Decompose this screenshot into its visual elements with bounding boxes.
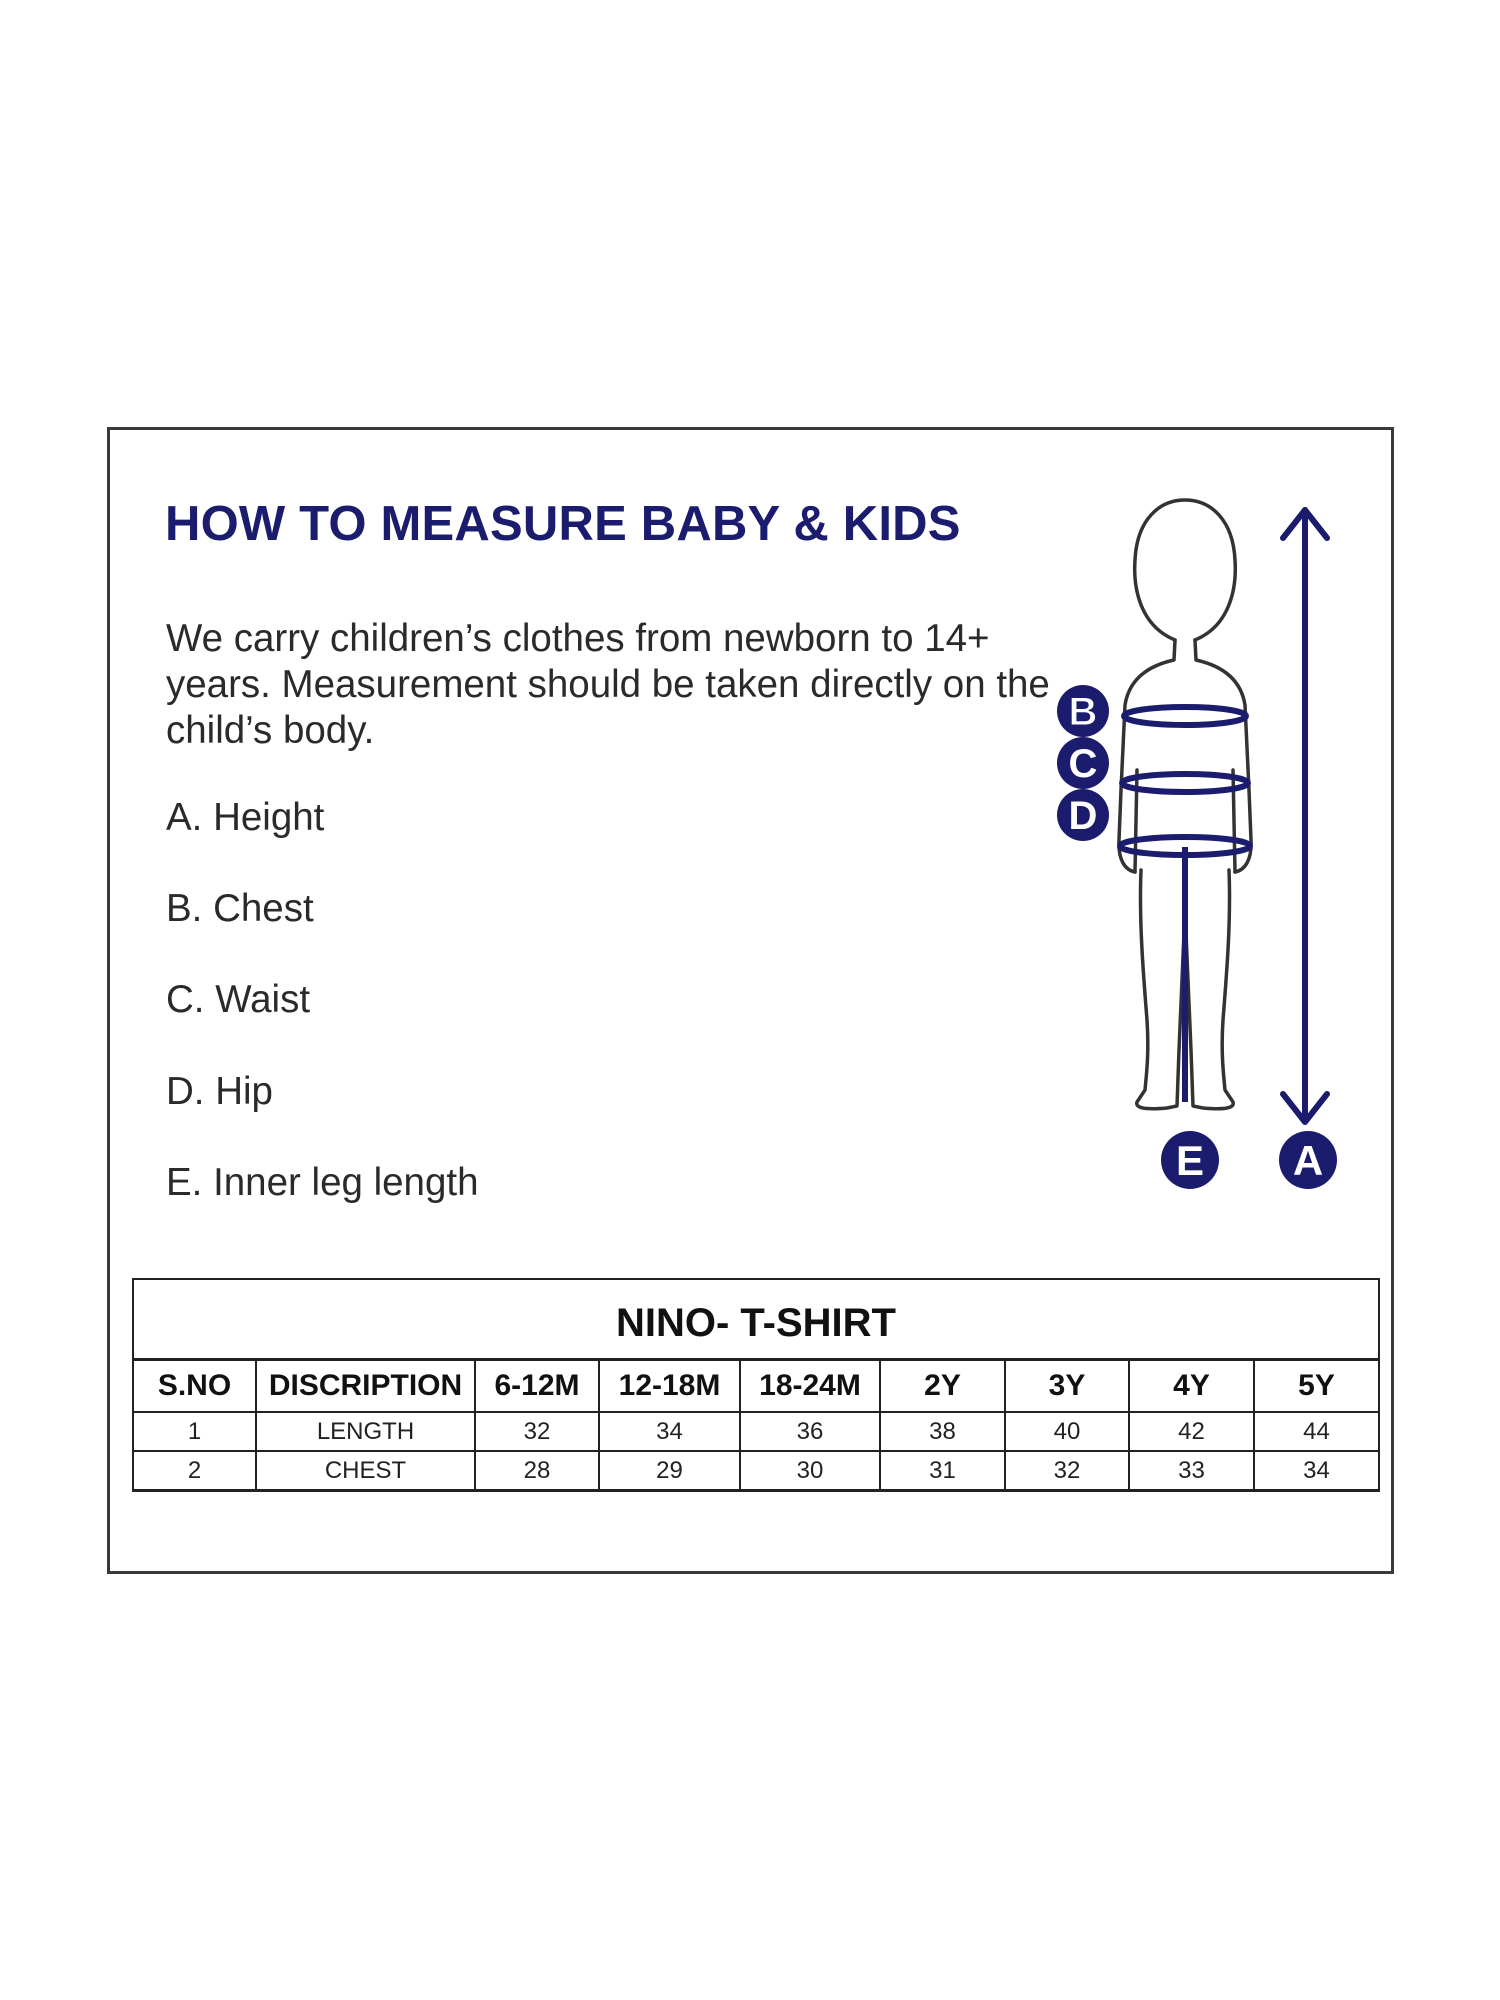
child-body-figure [1055,490,1385,1184]
table-cell: 32 [1005,1451,1129,1491]
table-cell: 34 [599,1412,740,1451]
table-cell: 42 [1129,1412,1254,1451]
table-cell: 31 [880,1451,1005,1491]
table-cell: 44 [1254,1412,1379,1451]
measure-item-hip: D. Hip [166,1070,273,1113]
size-chart-header-row [133,1360,1379,1413]
svg-text:D: D [1068,794,1098,838]
table-cell: 36 [740,1412,880,1451]
marker-a [1279,1131,1337,1189]
table-row [133,1412,1379,1451]
header-18-24m: 18-24M [740,1360,880,1413]
header-12-18m: 12-18M [599,1360,740,1413]
chest-ring [1124,707,1246,725]
size-chart-title: NINO- T-SHIRT [132,1278,1380,1358]
header-5y: 5Y [1254,1360,1379,1413]
table-cell: 33 [1129,1451,1254,1491]
header-sno: S.NO [133,1360,256,1413]
table-row [133,1451,1379,1491]
header-3y: 3Y [1005,1360,1129,1413]
measurement-guide-card [107,427,1394,1574]
table-cell: 28 [475,1451,599,1491]
marker-d [1057,789,1109,841]
table-cell: 32 [475,1412,599,1451]
measure-item-height: A. Height [166,796,325,839]
table-cell: 38 [880,1412,1005,1451]
measure-item-waist: C. Waist [166,978,311,1021]
svg-text:A: A [1292,1137,1324,1184]
guide-title: HOW TO MEASURE BABY & KIDS [165,497,961,551]
header-2y: 2Y [880,1360,1005,1413]
svg-text:B: B [1068,690,1098,734]
table-cell: 1 [133,1412,256,1451]
guide-intro: We carry children’s clothes from newborn to 14+ years. Measurement should be taken directly on the child’s body. [166,617,1050,752]
header-description: DISCRIPTION [256,1360,475,1413]
size-chart-table [132,1278,1380,1492]
svg-text:C: C [1068,742,1098,786]
measure-item-inner-leg: E. Inner leg length [166,1161,479,1204]
table-cell: 29 [599,1451,740,1491]
marker-e [1161,1131,1219,1189]
table-cell: 40 [1005,1412,1129,1451]
table-cell: CHEST [256,1451,475,1491]
height-arrow [1283,510,1327,1122]
marker-b [1057,685,1109,737]
header-6-12m: 6-12M [475,1360,599,1413]
measure-item-chest: B. Chest [166,887,314,930]
marker-c [1057,737,1109,789]
waist-ring [1122,774,1248,792]
table-cell: 30 [740,1451,880,1491]
svg-text:E: E [1175,1137,1205,1184]
table-cell: LENGTH [256,1412,475,1451]
header-4y: 4Y [1129,1360,1254,1413]
table-cell: 2 [133,1451,256,1491]
table-cell: 34 [1254,1451,1379,1491]
